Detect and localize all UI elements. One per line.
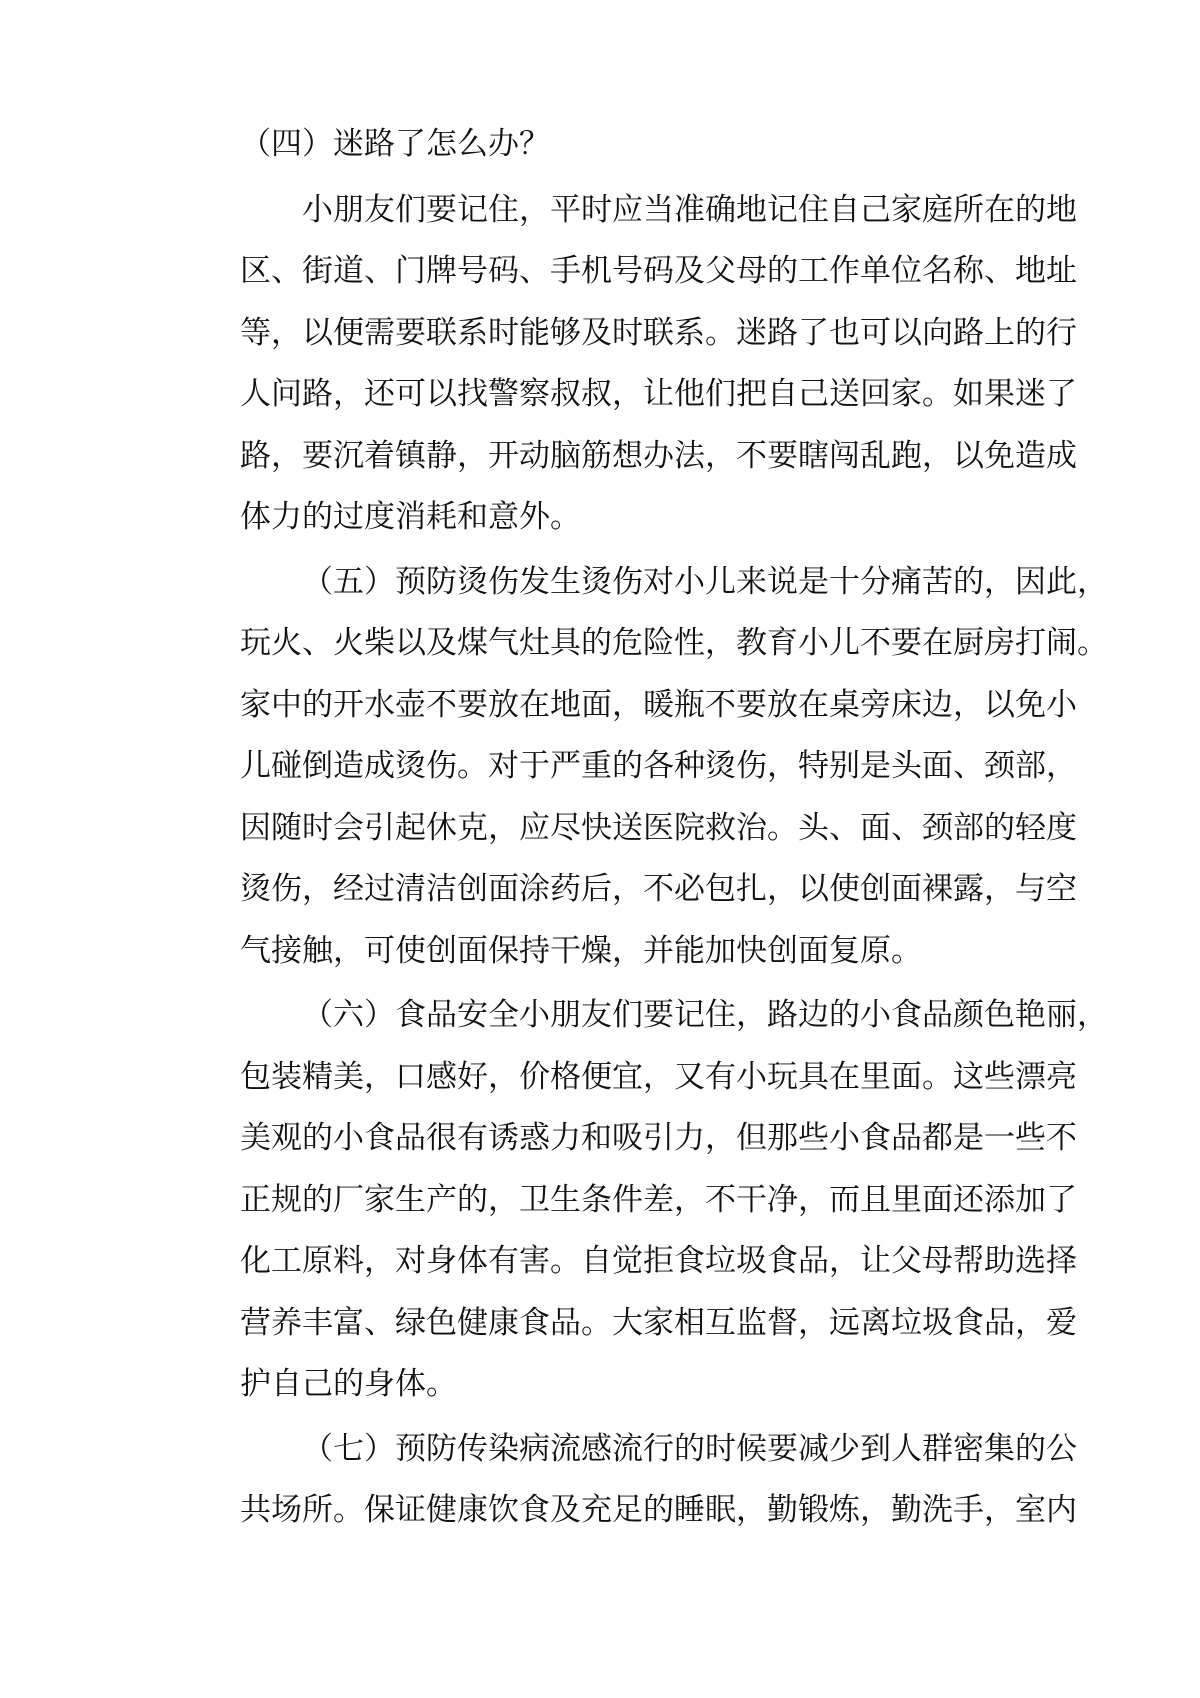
paragraph-line: （五）预防烫伤发生烫伤对小儿来说是十分痛苦的，因此， [302,563,1108,600]
paragraph-infectious-disease [178,1419,1077,1542]
paragraph-food-safety [178,985,1108,1416]
section-heading-4 [178,114,1038,176]
paragraph-line: 营养丰富、绿色健康食品。大家相互监督，远离垃圾食品，爱 [240,1304,1077,1341]
paragraph-line: 因随时会引起休克，应尽快送医院救治。头、面、颈部的轻度 [240,809,1077,846]
paragraph-burns [178,552,1108,983]
paragraph-lost [178,180,1077,549]
paragraph-line: 家中的开水壶不要放在地面，暖瓶不要放在桌旁床边，以免小 [240,686,1077,723]
paragraph-line: 路，要沉着镇静，开动脑筋想办法，不要瞎闯乱跑，以免造成 [240,437,1077,474]
heading-text: （四）迷路了怎么办？ [240,126,550,162]
paragraph-line: （七）预防传染病流感流行的时候要减少到人群密集的公 [302,1430,1077,1467]
paragraph-line: 化工原料，对身体有害。自觉拒食垃圾食品，让父母帮助选择 [240,1243,1077,1279]
paragraph-line: 烫伤，经过清洁创面涂药后，不必包扎，以使创面裸露，与空 [240,871,1077,907]
paragraph-line: 正规的厂家生产的，卫生条件差，不干净，而且里面还添加了 [240,1181,1077,1218]
paragraph-line: 人问路，还可以找警察叔叔，让他们把自己送回家。如果迷了 [240,376,1077,412]
document-body [178,114,1108,1545]
paragraph-line: 等，以便需要联系时能够及时联系。迷路了也可以向路上的行 [240,314,1077,351]
paragraph-line: 小朋友们要记住，平时应当准确地记住自己家庭所在的地 [302,191,1077,228]
paragraph-line: 玩火、火柴以及煤气灶具的危险性，教育小儿不要在厨房打闹。 [240,625,1108,661]
paragraph-line: （六）食品安全小朋友们要记住，路边的小食品颜色艳丽， [302,997,1108,1033]
paragraph-line: 护自己的身体。 [240,1366,457,1402]
paragraph-line: 儿碰倒造成烫伤。对于严重的各种烫伤，特别是头面、颈部， [240,748,1077,784]
paragraph-line: 共场所。保证健康饮食及充足的睡眠，勤锻炼，勤洗手，室内 [240,1492,1077,1528]
paragraph-line: 体力的过度消耗和意外。 [240,499,581,535]
paragraph-line: 气接触，可使创面保持干燥，并能加快创面复原。 [240,932,922,969]
paragraph-line: 美观的小食品很有诱惑力和吸引力，但那些小食品都是一些不 [240,1120,1077,1156]
paragraph-line: 区、街道、门牌号码、手机号码及父母的工作单位名称、地址 [240,253,1077,289]
paragraph-line: 包装精美，口感好，价格便宜，又有小玩具在里面。这些漂亮 [240,1058,1077,1095]
